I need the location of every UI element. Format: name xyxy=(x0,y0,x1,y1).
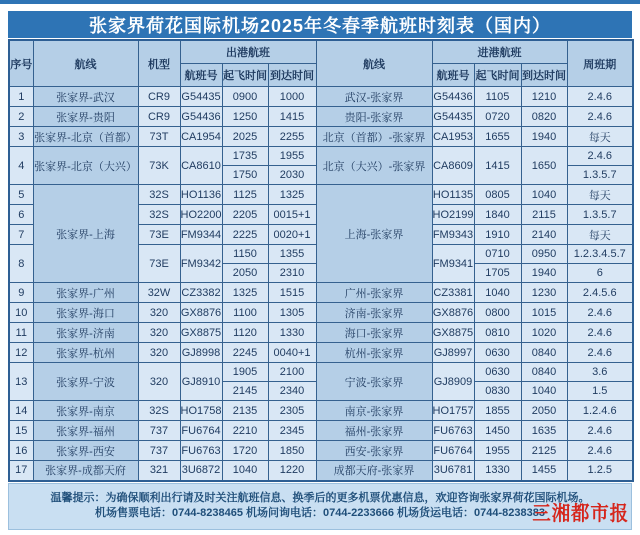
cell-arr-arrive: 2140 xyxy=(521,225,567,245)
footer-tip-line: 温馨提示：为确保顺利出行请及时关注航班信息、换季后的更多机票优惠信息，欢迎咨询张家界荷花国际机场。 xyxy=(50,492,590,504)
cell-dep-takeoff: 2025 xyxy=(222,127,268,147)
cell-seq: 7 xyxy=(9,225,33,245)
cell-arr-flight: FM9343 xyxy=(432,225,474,245)
cell-arr-flight: GX8876 xyxy=(432,303,474,323)
cell-dep-arrive: 1325 xyxy=(268,185,316,205)
cell-seq: 5 xyxy=(9,185,33,205)
cell-dep-flight: FU6763 xyxy=(180,441,222,461)
cell-arr-takeoff: 1955 xyxy=(474,441,521,461)
cell-arr-takeoff: 0630 xyxy=(474,343,521,363)
cell-dep-flight: HO1758 xyxy=(180,401,222,421)
col-group-departure: 出港航班 xyxy=(180,40,316,64)
cell-seq: 11 xyxy=(9,323,33,343)
cell-dep-takeoff: 2210 xyxy=(222,421,268,441)
cell-seq: 14 xyxy=(9,401,33,421)
col-header-arr-flightno: 航班号 xyxy=(432,64,474,87)
cell-arr-flight: HO1135 xyxy=(432,185,474,205)
cell-dep-flight: G54436 xyxy=(180,107,222,127)
cell-arr-arrive: 0840 xyxy=(521,363,567,382)
cell-weekly: 3.6 xyxy=(567,363,633,382)
cell-arr-arrive: 1040 xyxy=(521,382,567,401)
cell-weekly: 每天 xyxy=(567,225,633,245)
title-bar xyxy=(8,11,632,38)
cell-dep-takeoff: 1325 xyxy=(222,283,268,303)
cell-dep-takeoff: 1750 xyxy=(222,166,268,185)
table-row xyxy=(9,147,633,166)
cell-arr-flight: CZ3381 xyxy=(432,283,474,303)
cell-dep-takeoff: 2245 xyxy=(222,343,268,363)
cell-seq: 9 xyxy=(9,283,33,303)
cell-seq: 3 xyxy=(9,127,33,147)
cell-aircraft: 320 xyxy=(138,303,180,323)
table-row xyxy=(9,461,633,481)
cell-dep-arrive: 0020+1 xyxy=(268,225,316,245)
cell-arr-flight: G54435 xyxy=(432,107,474,127)
cell-dep-takeoff: 1250 xyxy=(222,107,268,127)
cell-dep-flight: GX8875 xyxy=(180,323,222,343)
cell-arr-route: 武汉-张家界 xyxy=(316,87,432,107)
cell-dep-route: 张家界-海口 xyxy=(33,303,138,323)
cell-arr-arrive: 1940 xyxy=(521,264,567,283)
cell-seq: 4 xyxy=(9,147,33,185)
cell-dep-route: 张家界-南京 xyxy=(33,401,138,421)
cell-weekly: 1.2.4.6 xyxy=(567,401,633,421)
cell-aircraft: 73K xyxy=(138,147,180,185)
newspaper-logo: 三湘都市报 xyxy=(532,503,629,525)
cell-seq: 10 xyxy=(9,303,33,323)
cell-arr-arrive: 1015 xyxy=(521,303,567,323)
cell-dep-takeoff: 1100 xyxy=(222,303,268,323)
cell-dep-arrive: 1355 xyxy=(268,245,316,264)
cell-arr-takeoff: 1415 xyxy=(474,147,521,185)
cell-arr-takeoff: 0720 xyxy=(474,107,521,127)
cell-dep-arrive: 2100 xyxy=(268,363,316,382)
cell-dep-takeoff: 1905 xyxy=(222,363,268,382)
cell-dep-takeoff: 0900 xyxy=(222,87,268,107)
table-row xyxy=(9,323,633,343)
cell-dep-arrive: 1515 xyxy=(268,283,316,303)
cell-aircraft: 73E xyxy=(138,225,180,245)
page-title: 张家界荷花国际机场2025年冬春季航班时刻表（国内） xyxy=(88,15,552,36)
cell-aircraft: CR9 xyxy=(138,107,180,127)
cell-dep-takeoff: 2145 xyxy=(222,382,268,401)
col-header-dep-route: 航线 xyxy=(33,40,138,87)
cell-weekly: 2.4.6 xyxy=(567,147,633,166)
cell-seq: 16 xyxy=(9,441,33,461)
cell-dep-takeoff: 1735 xyxy=(222,147,268,166)
table-row xyxy=(9,127,633,147)
cell-dep-flight: HO1136 xyxy=(180,185,222,205)
cell-dep-route: 张家界-上海 xyxy=(33,185,138,283)
cell-dep-flight: CA8610 xyxy=(180,147,222,185)
cell-arr-takeoff: 1105 xyxy=(474,87,521,107)
cell-dep-arrive: 0015+1 xyxy=(268,205,316,225)
cell-arr-route: 杭州-张家界 xyxy=(316,343,432,363)
cell-arr-arrive: 2115 xyxy=(521,205,567,225)
cell-seq: 12 xyxy=(9,343,33,363)
cell-arr-route: 北京（大兴）-张家界 xyxy=(316,147,432,185)
cell-dep-takeoff: 2225 xyxy=(222,225,268,245)
table-row xyxy=(9,401,633,421)
cell-arr-arrive: 1455 xyxy=(521,461,567,481)
cell-arr-takeoff: 1855 xyxy=(474,401,521,421)
cell-weekly: 1.2.5 xyxy=(567,461,633,481)
table-row xyxy=(9,303,633,323)
cell-arr-route: 北京（首都）-张家界 xyxy=(316,127,432,147)
cell-dep-takeoff: 2050 xyxy=(222,264,268,283)
col-header-arr-takeoff: 起飞时间 xyxy=(474,64,521,87)
cell-arr-arrive: 1230 xyxy=(521,283,567,303)
cell-aircraft: 737 xyxy=(138,441,180,461)
cell-arr-arrive: 1650 xyxy=(521,147,567,185)
cell-aircraft: 320 xyxy=(138,323,180,343)
cell-seq: 6 xyxy=(9,205,33,225)
col-header-arr-route: 航线 xyxy=(316,40,432,87)
cell-aircraft: CR9 xyxy=(138,87,180,107)
col-header-dep-flightno: 航班号 xyxy=(180,64,222,87)
cell-arr-takeoff: 1040 xyxy=(474,283,521,303)
cell-seq: 2 xyxy=(9,107,33,127)
cell-dep-route: 张家界-宁波 xyxy=(33,363,138,401)
cell-arr-takeoff: 0830 xyxy=(474,382,521,401)
col-header-weekly: 周班期 xyxy=(567,40,633,87)
cell-weekly: 2.4.6 xyxy=(567,107,633,127)
cell-dep-takeoff: 1120 xyxy=(222,323,268,343)
cell-arr-flight: FU6763 xyxy=(432,421,474,441)
cell-dep-flight: FU6764 xyxy=(180,421,222,441)
cell-arr-flight: HO2199 xyxy=(432,205,474,225)
cell-dep-flight: GX8876 xyxy=(180,303,222,323)
cell-dep-takeoff: 2135 xyxy=(222,401,268,421)
col-header-aircraft: 机型 xyxy=(138,40,180,87)
cell-weekly: 每天 xyxy=(567,185,633,205)
cell-dep-takeoff: 2205 xyxy=(222,205,268,225)
cell-dep-takeoff: 1125 xyxy=(222,185,268,205)
cell-aircraft: 73T xyxy=(138,127,180,147)
cell-dep-route: 张家界-杭州 xyxy=(33,343,138,363)
cell-arr-route: 西安-张家界 xyxy=(316,441,432,461)
cell-dep-route: 张家界-武汉 xyxy=(33,87,138,107)
cell-dep-route: 张家界-北京（大兴） xyxy=(33,147,138,185)
cell-arr-takeoff: 0810 xyxy=(474,323,521,343)
cell-arr-takeoff: 1450 xyxy=(474,421,521,441)
cell-dep-arrive: 2310 xyxy=(268,264,316,283)
cell-aircraft: 320 xyxy=(138,363,180,401)
cell-arr-arrive: 1210 xyxy=(521,87,567,107)
cell-dep-flight: GJ8910 xyxy=(180,363,222,401)
cell-dep-arrive: 2345 xyxy=(268,421,316,441)
cell-arr-route: 上海-张家界 xyxy=(316,185,432,283)
header-row-groups xyxy=(9,40,633,64)
cell-arr-takeoff: 0710 xyxy=(474,245,521,264)
cell-aircraft: 32S xyxy=(138,185,180,205)
cell-dep-arrive: 1000 xyxy=(268,87,316,107)
cell-arr-route: 宁波-张家界 xyxy=(316,363,432,401)
cell-arr-flight: GJ8997 xyxy=(432,343,474,363)
cell-arr-arrive: 1940 xyxy=(521,127,567,147)
cell-dep-arrive: 0040+1 xyxy=(268,343,316,363)
cell-dep-flight: HO2200 xyxy=(180,205,222,225)
table-row xyxy=(9,363,633,382)
cell-dep-arrive: 1220 xyxy=(268,461,316,481)
cell-dep-takeoff: 1720 xyxy=(222,441,268,461)
cell-arr-takeoff: 1705 xyxy=(474,264,521,283)
cell-dep-arrive: 2340 xyxy=(268,382,316,401)
cell-aircraft: 320 xyxy=(138,343,180,363)
table-row xyxy=(9,107,633,127)
table-row xyxy=(9,343,633,363)
cell-arr-flight: FM9341 xyxy=(432,245,474,283)
cell-weekly: 1.3.5.7 xyxy=(567,166,633,185)
cell-dep-arrive: 1305 xyxy=(268,303,316,323)
cell-dep-route: 张家界-福州 xyxy=(33,421,138,441)
cell-seq: 8 xyxy=(9,245,33,283)
cell-arr-takeoff: 1840 xyxy=(474,205,521,225)
footer-note xyxy=(8,483,632,530)
cell-aircraft: 321 xyxy=(138,461,180,481)
table-row xyxy=(9,87,633,107)
cell-dep-route: 张家界-济南 xyxy=(33,323,138,343)
cell-weekly: 6 xyxy=(567,264,633,283)
cell-dep-flight: GJ8998 xyxy=(180,343,222,363)
cell-arr-route: 济南-张家界 xyxy=(316,303,432,323)
cell-arr-arrive: 1635 xyxy=(521,421,567,441)
cell-arr-arrive: 0950 xyxy=(521,245,567,264)
cell-arr-takeoff: 0800 xyxy=(474,303,521,323)
cell-arr-route: 海口-张家界 xyxy=(316,323,432,343)
cell-dep-route: 张家界-贵阳 xyxy=(33,107,138,127)
cell-dep-flight: CZ3382 xyxy=(180,283,222,303)
cell-seq: 15 xyxy=(9,421,33,441)
cell-arr-arrive: 1040 xyxy=(521,185,567,205)
cell-weekly: 2.4.6 xyxy=(567,441,633,461)
table-row xyxy=(9,421,633,441)
col-group-arrival: 进港航班 xyxy=(432,40,567,64)
cell-dep-arrive: 1850 xyxy=(268,441,316,461)
cell-arr-takeoff: 0630 xyxy=(474,363,521,382)
cell-weekly: 1.3.5.7 xyxy=(567,205,633,225)
cell-arr-route: 贵阳-张家界 xyxy=(316,107,432,127)
cell-aircraft: 32W xyxy=(138,283,180,303)
cell-dep-flight: G54435 xyxy=(180,87,222,107)
cell-seq: 1 xyxy=(9,87,33,107)
col-header-dep-arrive: 到达时间 xyxy=(268,64,316,87)
cell-dep-route: 张家界-西安 xyxy=(33,441,138,461)
cell-dep-flight: 3U6872 xyxy=(180,461,222,481)
cell-arr-arrive: 2125 xyxy=(521,441,567,461)
flight-schedule-table xyxy=(8,39,634,482)
cell-dep-arrive: 2255 xyxy=(268,127,316,147)
cell-aircraft: 32S xyxy=(138,401,180,421)
cell-arr-takeoff: 1655 xyxy=(474,127,521,147)
cell-dep-flight: CA1954 xyxy=(180,127,222,147)
cell-dep-route: 张家界-成都天府 xyxy=(33,461,138,481)
cell-seq: 17 xyxy=(9,461,33,481)
cell-weekly: 2.4.5.6 xyxy=(567,283,633,303)
cell-arr-arrive: 0840 xyxy=(521,343,567,363)
cell-dep-arrive: 1955 xyxy=(268,147,316,166)
cell-arr-flight: G54436 xyxy=(432,87,474,107)
cell-arr-flight: HO1757 xyxy=(432,401,474,421)
cell-weekly: 2.4.6 xyxy=(567,343,633,363)
cell-arr-route: 广州-张家界 xyxy=(316,283,432,303)
cell-dep-takeoff: 1040 xyxy=(222,461,268,481)
cell-dep-route: 张家界-北京（首都） xyxy=(33,127,138,147)
cell-weekly: 2.4.6 xyxy=(567,87,633,107)
table-row xyxy=(9,283,633,303)
cell-dep-takeoff: 1150 xyxy=(222,245,268,264)
footer-phone-line: 机场售票电话：0744-8238465 机场问询电话：0744-2233666 机场货运电话：0744-8238383 xyxy=(95,507,545,519)
cell-aircraft: 32S xyxy=(138,205,180,225)
cell-weekly: 1.2.3.4.5.7 xyxy=(567,245,633,264)
cell-dep-flight: FM9342 xyxy=(180,245,222,283)
cell-arr-flight: 3U6781 xyxy=(432,461,474,481)
cell-arr-arrive: 0820 xyxy=(521,107,567,127)
cell-arr-flight: GJ8909 xyxy=(432,363,474,401)
cell-weekly: 2.4.6 xyxy=(567,323,633,343)
col-header-arr-arrive: 到达时间 xyxy=(521,64,567,87)
cell-weekly: 2.4.6 xyxy=(567,303,633,323)
cell-arr-takeoff: 1330 xyxy=(474,461,521,481)
table-row xyxy=(9,441,633,461)
cell-aircraft: 737 xyxy=(138,421,180,441)
cell-weekly: 每天 xyxy=(567,127,633,147)
cell-arr-flight: CA1953 xyxy=(432,127,474,147)
cell-aircraft: 73E xyxy=(138,245,180,283)
cell-dep-arrive: 1330 xyxy=(268,323,316,343)
cell-arr-route: 福州-张家界 xyxy=(316,421,432,441)
col-header-seq: 序号 xyxy=(9,40,33,87)
table-row xyxy=(9,185,633,205)
cell-arr-flight: FU6764 xyxy=(432,441,474,461)
cell-dep-arrive: 2305 xyxy=(268,401,316,421)
cell-arr-flight: GX8875 xyxy=(432,323,474,343)
cell-arr-takeoff: 1910 xyxy=(474,225,521,245)
cell-dep-arrive: 1415 xyxy=(268,107,316,127)
col-header-dep-takeoff: 起飞时间 xyxy=(222,64,268,87)
cell-weekly: 1.5 xyxy=(567,382,633,401)
cell-arr-arrive: 1020 xyxy=(521,323,567,343)
cell-weekly: 2.4.6 xyxy=(567,421,633,441)
cell-dep-route: 张家界-广州 xyxy=(33,283,138,303)
cell-arr-takeoff: 0805 xyxy=(474,185,521,205)
cell-arr-flight: CA8609 xyxy=(432,147,474,185)
top-divider xyxy=(0,0,640,4)
cell-arr-route: 南京-张家界 xyxy=(316,401,432,421)
cell-seq: 13 xyxy=(9,363,33,401)
cell-dep-arrive: 2030 xyxy=(268,166,316,185)
cell-arr-arrive: 2050 xyxy=(521,401,567,421)
cell-arr-route: 成都天府-张家界 xyxy=(316,461,432,481)
cell-dep-flight: FM9344 xyxy=(180,225,222,245)
